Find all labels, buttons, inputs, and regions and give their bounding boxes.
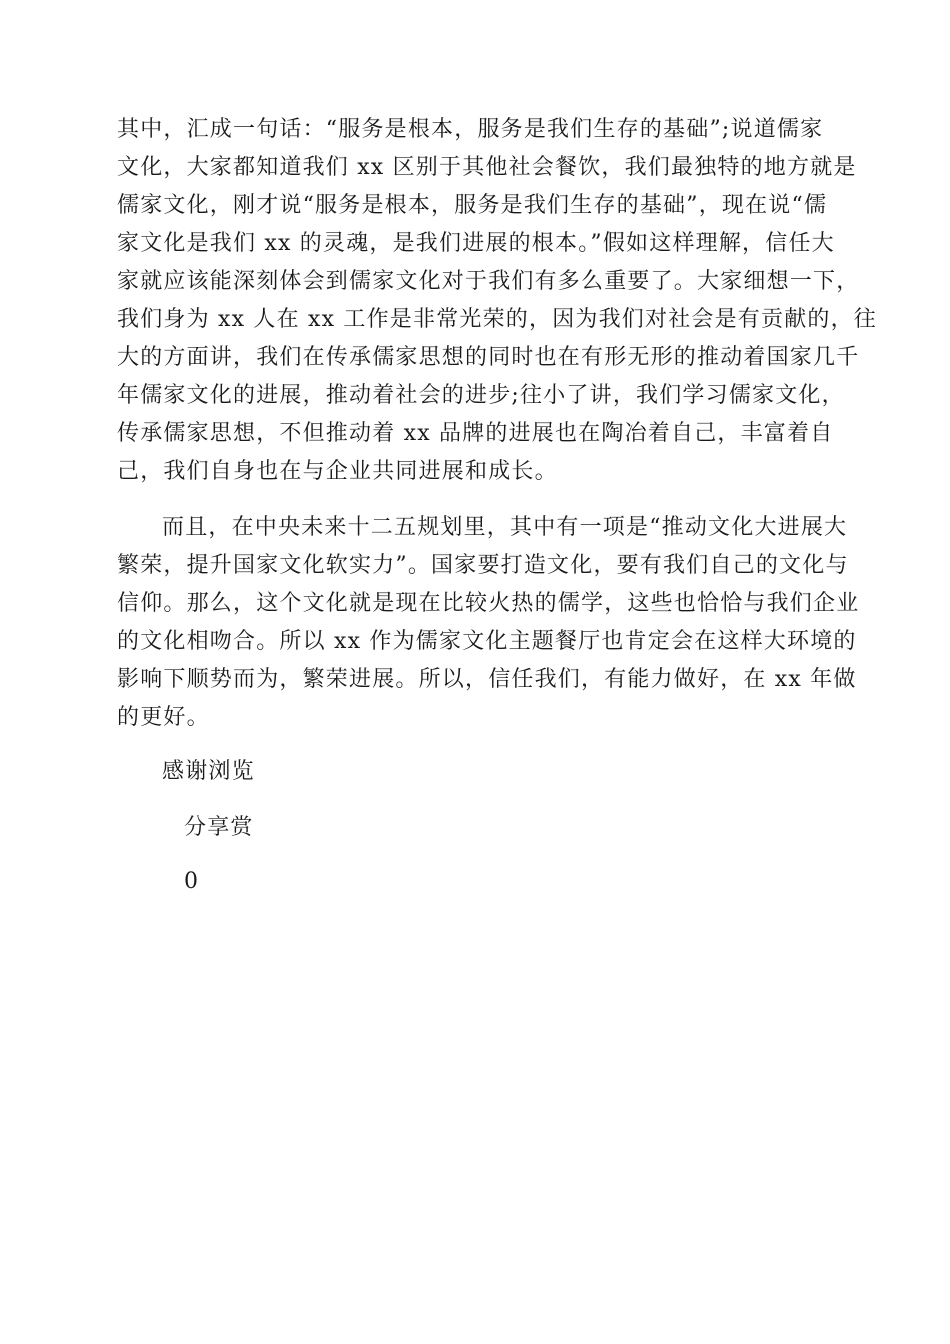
- thanks-text: 感谢浏览: [162, 759, 255, 784]
- paragraph-2-line-5: 影响下顺势而为，繁荣进展。所以，信任我们，有能力做好，在 xx 年做: [117, 667, 857, 692]
- paragraph-1-line-2: 文化，大家都知道我们 xx 区别于其他社会餐饮，我们最独特的地方就是: [117, 155, 857, 180]
- paragraph-2-line-4: 的文化相吻合。所以 xx 作为儒家文化主题餐厅也肯定会在这样大环境的: [117, 629, 857, 654]
- paragraph-1-line-6: 我们身为 xx 人在 xx 工作是非常光荣的，因为我们对社会是有贡献的，往: [117, 307, 878, 332]
- paragraph-2-line-6: 的更好。: [117, 705, 210, 730]
- paragraph-1-line-7: 大的方面讲，我们在传承儒家思想的同时也在有形无形的推动着国家几千: [117, 345, 860, 370]
- paragraph-1-line-4: 家文化是我们 xx 的灵魂，是我们进展的根本。”假如这样理解，信任大: [117, 231, 835, 256]
- paragraph-2-line-1: 而且，在中央未来十二五规划里，其中有一项是“推动文化大进展大: [162, 515, 848, 540]
- paragraph-1-line-3: 儒家文化，刚才说“服务是根本，服务是我们生存的基础”，现在说“儒: [117, 193, 828, 218]
- share-count: 0: [184, 869, 200, 894]
- paragraph-1-line-10: 己，我们自身也在与企业共同进展和成长。: [117, 459, 558, 484]
- paragraph-1-line-5: 家就应该能深刻体会到儒家文化对于我们有多么重要了。大家细想一下，: [117, 269, 860, 294]
- paragraph-1-line-1: 其中，汇成一句话：“服务是根本，服务是我们生存的基础”;说道儒家: [117, 117, 824, 142]
- paragraph-1-line-8: 年儒家文化的进展，推动着社会的进步;往小了讲，我们学习儒家文化，: [117, 383, 845, 408]
- share-reward-link[interactable]: 分享赏: [184, 815, 254, 840]
- paragraph-1-line-9: 传承儒家思想，不但推动着 xx 品牌的进展也在陶冶着自己，丰富着自: [117, 421, 834, 446]
- paragraph-2-line-2: 繁荣，提升国家文化软实力”。国家要打造文化，要有我们自己的文化与: [117, 553, 849, 578]
- paragraph-2-line-3: 信仰。那么，这个文化就是现在比较火热的儒学，这些也恰恰与我们企业: [117, 591, 860, 616]
